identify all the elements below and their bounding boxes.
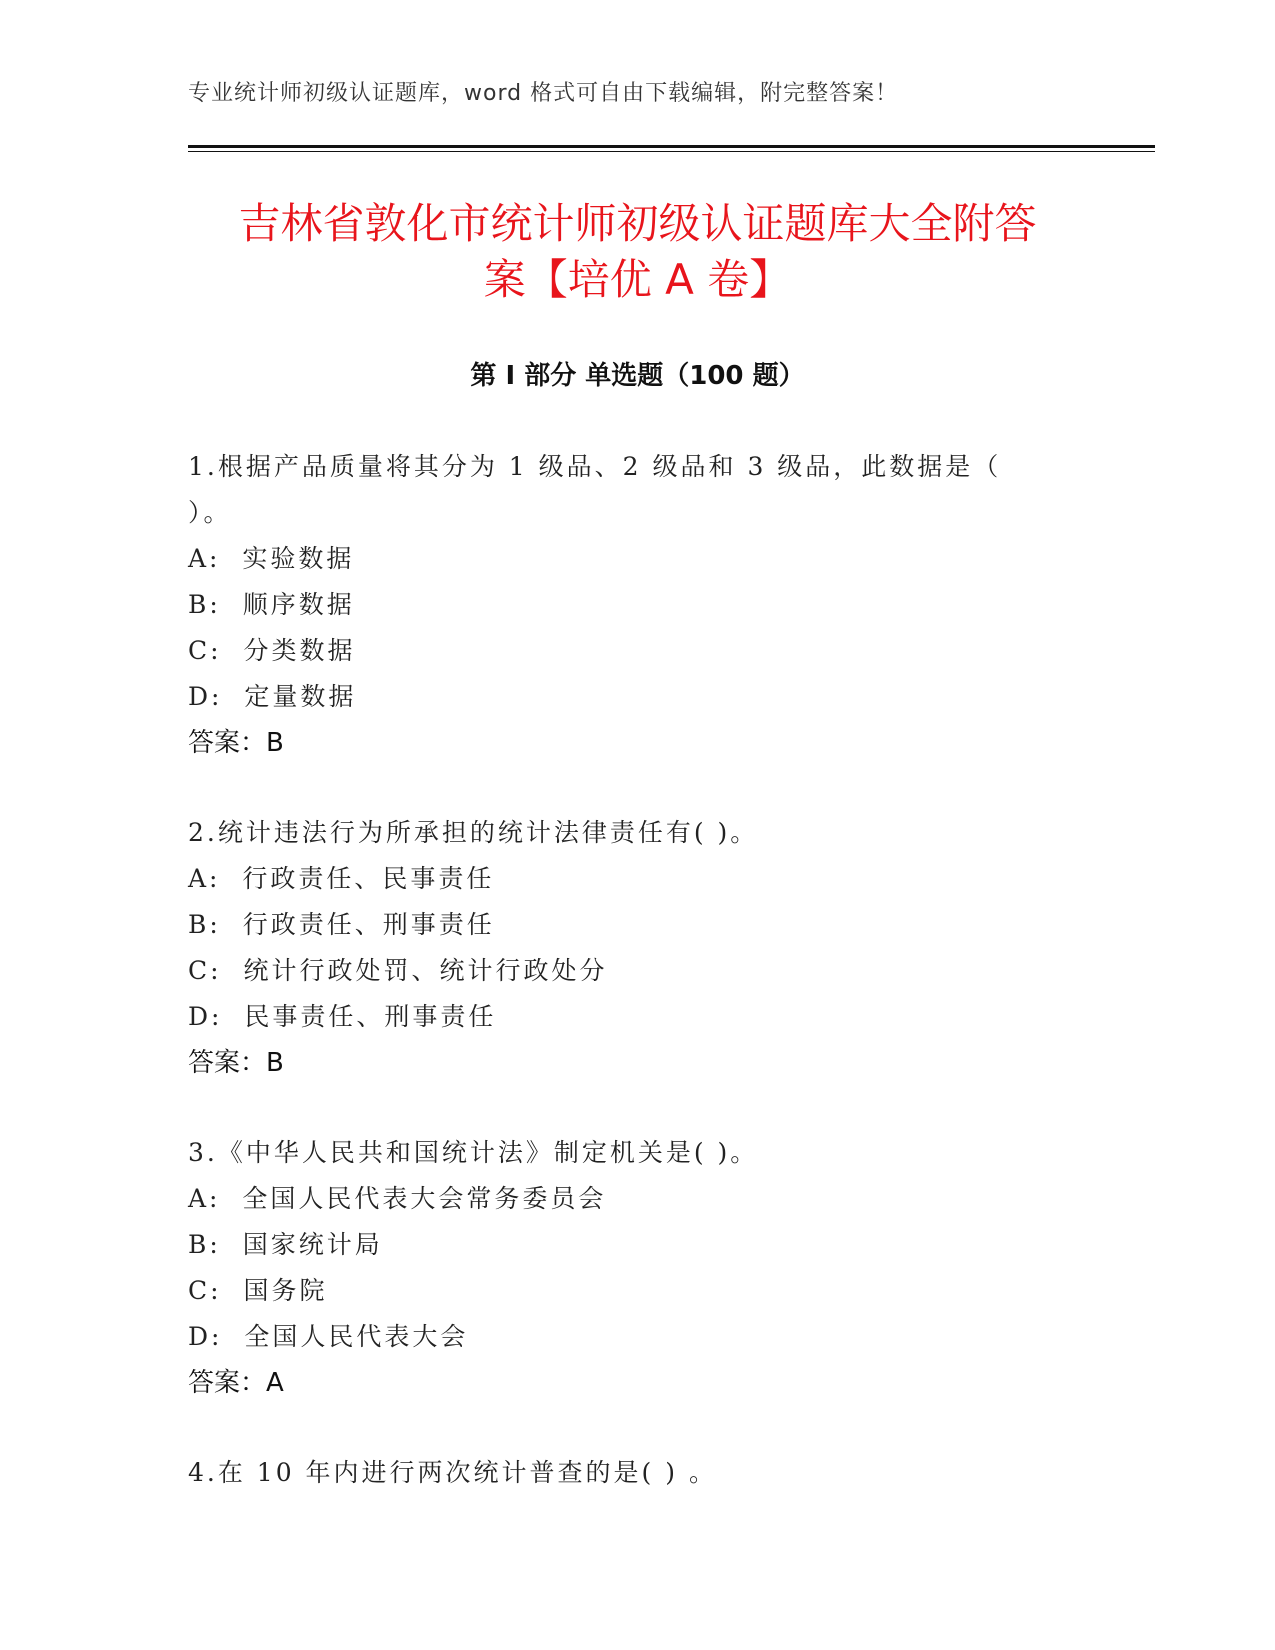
option-d: D: 民事责任、刑事责任 (188, 1002, 497, 1031)
option-b: B: 顺序数据 (188, 590, 355, 619)
option-c: C: 国务院 (188, 1276, 328, 1305)
option-d: D: 定量数据 (188, 682, 357, 711)
document-title-line1: 吉林省敦化市统计师初级认证题库大全附答 (238, 199, 1037, 248)
answer: 答案：A (188, 1368, 284, 1398)
answer: 答案：B (188, 1048, 284, 1078)
document-title (150, 196, 1125, 308)
question-4 (188, 1450, 1048, 1496)
option-a: A: 实验数据 (188, 544, 355, 573)
option-a: A: 行政责任、民事责任 (188, 864, 495, 893)
header-rule-thin (188, 151, 1155, 152)
page-header-note: 专业统计师初级认证题库，word 格式可自由下载编辑，附完整答案！ (188, 81, 899, 106)
option-c: C: 统计行政处罚、统计行政处分 (188, 956, 608, 985)
option-b: B: 行政责任、刑事责任 (188, 910, 495, 939)
question-text: 1.根据产品质量将其分为 1 级品、2 级品和 3 级品，此数据是（ ）。 (188, 452, 1002, 527)
question-text: 3.《中华人民共和国统计法》制定机关是( )。 (188, 1138, 759, 1167)
question-list (188, 444, 1048, 1540)
question-text: 2.统计违法行为所承担的统计法律责任有( )。 (188, 818, 759, 847)
question-3 (188, 1130, 1048, 1406)
option-b: B: 国家统计局 (188, 1230, 383, 1259)
question-2 (188, 810, 1048, 1086)
option-c: C: 分类数据 (188, 636, 356, 665)
question-text: 4.在 10 年内进行两次统计普查的是( ) 。 (188, 1458, 717, 1487)
question-1 (188, 444, 1048, 766)
header-rule-thick (188, 145, 1155, 148)
section-title: 第 I 部分 单选题（100 题） (470, 361, 805, 391)
option-a: A: 全国人民代表大会常务委员会 (188, 1184, 607, 1213)
answer: 答案：B (188, 728, 284, 758)
option-d: D: 全国人民代表大会 (188, 1322, 469, 1351)
document-title-line2: 案【培优 A 卷】 (483, 255, 792, 304)
